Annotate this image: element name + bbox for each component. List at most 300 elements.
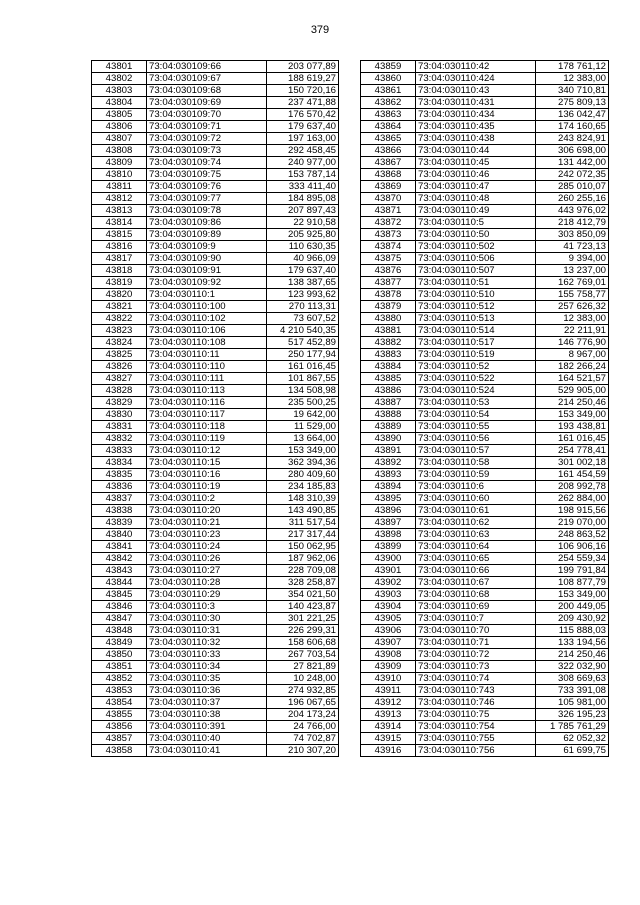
amount-cell: 205 925,80	[267, 229, 339, 241]
cadastral-number-cell: 73:04:030110:23	[147, 529, 267, 541]
row-number-cell: 43862	[361, 97, 416, 109]
table-row	[361, 385, 609, 397]
amount-cell: 250 177,94	[267, 349, 339, 361]
cadastral-number-cell: 73:04:030110:47	[416, 181, 536, 193]
amount-cell: 179 637,40	[267, 265, 339, 277]
amount-cell: 161 016,45	[267, 361, 339, 373]
table-row	[361, 61, 609, 73]
amount-cell: 197 163,00	[267, 133, 339, 145]
row-number-cell: 43802	[92, 73, 147, 85]
amount-cell: 150 720,16	[267, 85, 339, 97]
amount-cell: 182 266,24	[536, 361, 609, 373]
row-number-cell: 43845	[92, 589, 147, 601]
row-number-cell: 43900	[361, 553, 416, 565]
cadastral-number-cell: 73:04:030109:9	[147, 241, 267, 253]
table-row	[361, 421, 609, 433]
cadastral-number-cell: 73:04:030110:73	[416, 661, 536, 673]
cadastral-number-cell: 73:04:030110:391	[147, 721, 267, 733]
cadastral-number-cell: 73:04:030110:756	[416, 745, 536, 757]
amount-cell: 242 072,35	[536, 169, 609, 181]
row-number-cell: 43888	[361, 409, 416, 421]
table-row	[361, 301, 609, 313]
amount-cell: 153 349,00	[536, 589, 609, 601]
amount-cell: 40 966,09	[267, 253, 339, 265]
table-row	[92, 385, 339, 397]
amount-cell: 178 761,12	[536, 61, 609, 73]
row-number-cell: 43837	[92, 493, 147, 505]
cadastral-number-cell: 73:04:030110:70	[416, 625, 536, 637]
amount-cell: 219 070,00	[536, 517, 609, 529]
table-row	[361, 541, 609, 553]
amount-cell: 196 067,65	[267, 697, 339, 709]
amount-cell: 270 113,31	[267, 301, 339, 313]
amount-cell: 12 383,00	[536, 73, 609, 85]
amount-cell: 733 391,08	[536, 685, 609, 697]
cadastral-number-cell: 73:04:030110:46	[416, 169, 536, 181]
row-number-cell: 43906	[361, 625, 416, 637]
table-row	[92, 661, 339, 673]
row-number-cell: 43821	[92, 301, 147, 313]
amount-cell: 226 299,31	[267, 625, 339, 637]
row-number-cell: 43881	[361, 325, 416, 337]
amount-cell: 209 430,92	[536, 613, 609, 625]
table-row	[92, 481, 339, 493]
row-number-cell: 43891	[361, 445, 416, 457]
row-number-cell: 43813	[92, 205, 147, 217]
cadastral-number-cell: 73:04:030110:43	[416, 85, 536, 97]
cadastral-number-cell: 73:04:030110:68	[416, 589, 536, 601]
cadastral-number-cell: 73:04:030110:119	[147, 433, 267, 445]
table-row	[92, 625, 339, 637]
row-number-cell: 43911	[361, 685, 416, 697]
row-number-cell: 43905	[361, 613, 416, 625]
cadastral-number-cell: 73:04:030110:50	[416, 229, 536, 241]
amount-cell: 115 888,03	[536, 625, 609, 637]
row-number-cell: 43807	[92, 133, 147, 145]
amount-cell: 308 669,63	[536, 673, 609, 685]
cadastral-number-cell: 73:04:030110:6	[416, 481, 536, 493]
amount-cell: 234 185,83	[267, 481, 339, 493]
amount-cell: 110 630,35	[267, 241, 339, 253]
cadastral-number-cell: 73:04:030109:72	[147, 133, 267, 145]
table-row	[361, 121, 609, 133]
table-row	[92, 745, 339, 757]
row-number-cell: 43815	[92, 229, 147, 241]
row-number-cell: 43830	[92, 409, 147, 421]
cadastral-number-cell: 73:04:030110:41	[147, 745, 267, 757]
amount-cell: 12 383,00	[536, 313, 609, 325]
amount-cell: 62 052,32	[536, 733, 609, 745]
cadastral-number-cell: 73:04:030109:91	[147, 265, 267, 277]
table-row	[361, 397, 609, 409]
row-number-cell: 43912	[361, 697, 416, 709]
table-row	[92, 721, 339, 733]
cadastral-number-cell: 73:04:030110:31	[147, 625, 267, 637]
amount-cell: 133 194,56	[536, 637, 609, 649]
amount-cell: 10 248,00	[267, 673, 339, 685]
amount-cell: 24 766,00	[267, 721, 339, 733]
table-row	[361, 253, 609, 265]
registry-table-left	[91, 60, 339, 757]
table-row	[92, 589, 339, 601]
table-row	[92, 469, 339, 481]
row-number-cell: 43871	[361, 205, 416, 217]
amount-cell: 208 992,78	[536, 481, 609, 493]
cadastral-number-cell: 73:04:030110:61	[416, 505, 536, 517]
table-row	[92, 637, 339, 649]
table-row	[92, 265, 339, 277]
table-row	[92, 277, 339, 289]
amount-cell: 240 977,00	[267, 157, 339, 169]
amount-cell: 1 785 761,29	[536, 721, 609, 733]
row-number-cell: 43824	[92, 337, 147, 349]
amount-cell: 203 077,89	[267, 61, 339, 73]
cadastral-number-cell: 73:04:030109:68	[147, 85, 267, 97]
row-number-cell: 43831	[92, 421, 147, 433]
row-number-cell: 43861	[361, 85, 416, 97]
amount-cell: 328 258,87	[267, 577, 339, 589]
row-number-cell: 43809	[92, 157, 147, 169]
row-number-cell: 43915	[361, 733, 416, 745]
table-row	[92, 397, 339, 409]
table-row	[361, 97, 609, 109]
table-row	[361, 241, 609, 253]
row-number-cell: 43882	[361, 337, 416, 349]
cadastral-number-cell: 73:04:030110:507	[416, 265, 536, 277]
row-number-cell: 43817	[92, 253, 147, 265]
cadastral-number-cell: 73:04:030110:20	[147, 505, 267, 517]
table-row	[361, 697, 609, 709]
amount-cell: 235 500,25	[267, 397, 339, 409]
amount-cell: 529 905,00	[536, 385, 609, 397]
amount-cell: 101 867,55	[267, 373, 339, 385]
row-number-cell: 43850	[92, 649, 147, 661]
amount-cell: 254 559,34	[536, 553, 609, 565]
amount-cell: 106 906,16	[536, 541, 609, 553]
row-number-cell: 43829	[92, 397, 147, 409]
cadastral-number-cell: 73:04:030110:74	[416, 673, 536, 685]
amount-cell: 150 062,95	[267, 541, 339, 553]
cadastral-number-cell: 73:04:030110:12	[147, 445, 267, 457]
cadastral-number-cell: 73:04:030109:92	[147, 277, 267, 289]
row-number-cell: 43868	[361, 169, 416, 181]
table-row	[92, 361, 339, 373]
table-row	[92, 433, 339, 445]
table-row	[92, 373, 339, 385]
amount-cell: 162 769,01	[536, 277, 609, 289]
row-number-cell: 43853	[92, 685, 147, 697]
table-row	[361, 493, 609, 505]
cadastral-number-cell: 73:04:030110:108	[147, 337, 267, 349]
table-row	[92, 121, 339, 133]
table-row	[361, 613, 609, 625]
row-number-cell: 43870	[361, 193, 416, 205]
row-number-cell: 43909	[361, 661, 416, 673]
row-number-cell: 43826	[92, 361, 147, 373]
table-row	[361, 313, 609, 325]
cadastral-number-cell: 73:04:030110:57	[416, 445, 536, 457]
cadastral-number-cell: 73:04:030110:5	[416, 217, 536, 229]
cadastral-number-cell: 73:04:030110:54	[416, 409, 536, 421]
table-row	[92, 541, 339, 553]
cadastral-number-cell: 73:04:030110:754	[416, 721, 536, 733]
table-row	[92, 97, 339, 109]
row-number-cell: 43825	[92, 349, 147, 361]
table-row	[92, 109, 339, 121]
amount-cell: 123 993,62	[267, 289, 339, 301]
table-row	[92, 601, 339, 613]
cadastral-number-cell: 73:04:030110:524	[416, 385, 536, 397]
row-number-cell: 43804	[92, 97, 147, 109]
cadastral-number-cell: 73:04:030110:517	[416, 337, 536, 349]
table-row	[361, 529, 609, 541]
amount-cell: 243 824,91	[536, 133, 609, 145]
amount-cell: 280 409,60	[267, 469, 339, 481]
cadastral-number-cell: 73:04:030110:7	[416, 613, 536, 625]
table-row	[92, 409, 339, 421]
table-row	[92, 673, 339, 685]
cadastral-number-cell: 73:04:030110:743	[416, 685, 536, 697]
table-row	[361, 193, 609, 205]
table-row	[92, 229, 339, 241]
row-number-cell: 43884	[361, 361, 416, 373]
table-row	[361, 337, 609, 349]
cadastral-number-cell: 73:04:030110:37	[147, 697, 267, 709]
table-row	[361, 325, 609, 337]
cadastral-number-cell: 73:04:030110:15	[147, 457, 267, 469]
table-row	[361, 349, 609, 361]
row-number-cell: 43913	[361, 709, 416, 721]
row-number-cell: 43873	[361, 229, 416, 241]
table-row	[92, 325, 339, 337]
cadastral-number-cell: 73:04:030110:438	[416, 133, 536, 145]
amount-cell: 131 442,00	[536, 157, 609, 169]
amount-cell: 200 449,05	[536, 601, 609, 613]
amount-cell: 148 310,39	[267, 493, 339, 505]
row-number-cell: 43872	[361, 217, 416, 229]
cadastral-number-cell: 73:04:030110:38	[147, 709, 267, 721]
cadastral-number-cell: 73:04:030110:69	[416, 601, 536, 613]
table-row	[92, 133, 339, 145]
amount-cell: 155 758,77	[536, 289, 609, 301]
row-number-cell: 43864	[361, 121, 416, 133]
amount-cell: 108 877,79	[536, 577, 609, 589]
table-row	[92, 313, 339, 325]
row-number-cell: 43805	[92, 109, 147, 121]
cadastral-number-cell: 73:04:030110:64	[416, 541, 536, 553]
amount-cell: 61 699,75	[536, 745, 609, 757]
table-row	[361, 433, 609, 445]
amount-cell: 248 863,52	[536, 529, 609, 541]
cadastral-number-cell: 73:04:030109:70	[147, 109, 267, 121]
row-number-cell: 43910	[361, 673, 416, 685]
amount-cell: 22 910,58	[267, 217, 339, 229]
amount-cell: 4 210 540,35	[267, 325, 339, 337]
amount-cell: 207 897,43	[267, 205, 339, 217]
row-number-cell: 43898	[361, 529, 416, 541]
row-number-cell: 43803	[92, 85, 147, 97]
row-number-cell: 43886	[361, 385, 416, 397]
row-number-cell: 43832	[92, 433, 147, 445]
cadastral-number-cell: 73:04:030110:62	[416, 517, 536, 529]
table-row	[361, 85, 609, 97]
cadastral-number-cell: 73:04:030110:755	[416, 733, 536, 745]
row-number-cell: 43806	[92, 121, 147, 133]
cadastral-number-cell: 73:04:030110:72	[416, 649, 536, 661]
cadastral-number-cell: 73:04:030109:66	[147, 61, 267, 73]
row-number-cell: 43883	[361, 349, 416, 361]
cadastral-number-cell: 73:04:030110:55	[416, 421, 536, 433]
table-row	[92, 529, 339, 541]
table-row	[92, 181, 339, 193]
cadastral-number-cell: 73:04:030109:71	[147, 121, 267, 133]
cadastral-number-cell: 73:04:030109:76	[147, 181, 267, 193]
cadastral-number-cell: 73:04:030110:56	[416, 433, 536, 445]
cadastral-number-cell: 73:04:030109:77	[147, 193, 267, 205]
row-number-cell: 43856	[92, 721, 147, 733]
table-row	[92, 301, 339, 313]
table-row	[361, 181, 609, 193]
amount-cell: 254 778,41	[536, 445, 609, 457]
cadastral-number-cell: 73:04:030110:746	[416, 697, 536, 709]
row-number-cell: 43901	[361, 565, 416, 577]
amount-cell: 13 664,00	[267, 433, 339, 445]
table-row	[361, 589, 609, 601]
table-row	[361, 637, 609, 649]
cadastral-number-cell: 73:04:030110:110	[147, 361, 267, 373]
row-number-cell: 43877	[361, 277, 416, 289]
table-row	[92, 169, 339, 181]
row-number-cell: 43801	[92, 61, 147, 73]
amount-cell: 11 529,00	[267, 421, 339, 433]
cadastral-number-cell: 73:04:030110:1	[147, 289, 267, 301]
amount-cell: 73 607,52	[267, 313, 339, 325]
table-row	[92, 505, 339, 517]
row-number-cell: 43903	[361, 589, 416, 601]
row-number-cell: 43847	[92, 613, 147, 625]
cadastral-number-cell: 73:04:030110:16	[147, 469, 267, 481]
table-row	[361, 361, 609, 373]
row-number-cell: 43890	[361, 433, 416, 445]
row-number-cell: 43820	[92, 289, 147, 301]
table-row	[92, 565, 339, 577]
cadastral-number-cell: 73:04:030110:102	[147, 313, 267, 325]
table-row	[361, 469, 609, 481]
amount-cell: 153 349,00	[536, 409, 609, 421]
table-row	[361, 673, 609, 685]
cadastral-number-cell: 73:04:030110:58	[416, 457, 536, 469]
table-row	[92, 157, 339, 169]
cadastral-number-cell: 73:04:030110:24	[147, 541, 267, 553]
row-number-cell: 43860	[361, 73, 416, 85]
table-row	[92, 337, 339, 349]
table-row	[92, 349, 339, 361]
cadastral-number-cell: 73:04:030109:89	[147, 229, 267, 241]
cadastral-number-cell: 73:04:030110:34	[147, 661, 267, 673]
table-row	[361, 157, 609, 169]
cadastral-number-cell: 73:04:030110:3	[147, 601, 267, 613]
row-number-cell: 43897	[361, 517, 416, 529]
table-row	[361, 265, 609, 277]
amount-cell: 326 195,23	[536, 709, 609, 721]
cadastral-number-cell: 73:04:030109:75	[147, 169, 267, 181]
table-row	[92, 73, 339, 85]
cadastral-number-cell: 73:04:030110:510	[416, 289, 536, 301]
row-number-cell: 43816	[92, 241, 147, 253]
table-row	[361, 685, 609, 697]
cadastral-number-cell: 73:04:030110:100	[147, 301, 267, 313]
row-number-cell: 43866	[361, 145, 416, 157]
table-row	[361, 289, 609, 301]
cadastral-number-cell: 73:04:030110:19	[147, 481, 267, 493]
table-row	[361, 481, 609, 493]
amount-cell: 187 962,06	[267, 553, 339, 565]
row-number-cell: 43849	[92, 637, 147, 649]
row-number-cell: 43869	[361, 181, 416, 193]
row-number-cell: 43893	[361, 469, 416, 481]
cadastral-number-cell: 73:04:030110:434	[416, 109, 536, 121]
cadastral-number-cell: 73:04:030110:502	[416, 241, 536, 253]
cadastral-number-cell: 73:04:030110:35	[147, 673, 267, 685]
cadastral-number-cell: 73:04:030110:67	[416, 577, 536, 589]
row-number-cell: 43889	[361, 421, 416, 433]
cadastral-number-cell: 73:04:030110:29	[147, 589, 267, 601]
cadastral-number-cell: 73:04:030110:117	[147, 409, 267, 421]
row-number-cell: 43878	[361, 289, 416, 301]
row-number-cell: 43846	[92, 601, 147, 613]
amount-cell: 301 221,25	[267, 613, 339, 625]
amount-cell: 161 016,45	[536, 433, 609, 445]
table-row	[92, 517, 339, 529]
table-row	[92, 733, 339, 745]
row-number-cell: 43904	[361, 601, 416, 613]
amount-cell: 228 709,08	[267, 565, 339, 577]
table-row	[92, 577, 339, 589]
row-number-cell: 43885	[361, 373, 416, 385]
table-row	[361, 661, 609, 673]
row-number-cell: 43902	[361, 577, 416, 589]
cadastral-number-cell: 73:04:030110:431	[416, 97, 536, 109]
cadastral-number-cell: 73:04:030110:28	[147, 577, 267, 589]
amount-cell: 217 317,44	[267, 529, 339, 541]
amount-cell: 214 250,46	[536, 397, 609, 409]
row-number-cell: 43855	[92, 709, 147, 721]
cadastral-number-cell: 73:04:030110:11	[147, 349, 267, 361]
cadastral-number-cell: 73:04:030110:33	[147, 649, 267, 661]
cadastral-number-cell: 73:04:030110:21	[147, 517, 267, 529]
table-row	[361, 133, 609, 145]
row-number-cell: 43828	[92, 385, 147, 397]
row-number-cell: 43880	[361, 313, 416, 325]
table-row	[92, 709, 339, 721]
amount-cell: 153 787,14	[267, 169, 339, 181]
cadastral-number-cell: 73:04:030109:86	[147, 217, 267, 229]
cadastral-number-cell: 73:04:030110:522	[416, 373, 536, 385]
amount-cell: 146 776,90	[536, 337, 609, 349]
table-row	[92, 193, 339, 205]
row-number-cell: 43840	[92, 529, 147, 541]
table-row	[92, 697, 339, 709]
table-row	[92, 289, 339, 301]
cadastral-number-cell: 73:04:030110:514	[416, 325, 536, 337]
table-row	[361, 73, 609, 85]
cadastral-number-cell: 73:04:030110:26	[147, 553, 267, 565]
table-row	[361, 409, 609, 421]
table-row	[361, 745, 609, 757]
table-row	[361, 229, 609, 241]
table-row	[361, 733, 609, 745]
row-number-cell: 43843	[92, 565, 147, 577]
